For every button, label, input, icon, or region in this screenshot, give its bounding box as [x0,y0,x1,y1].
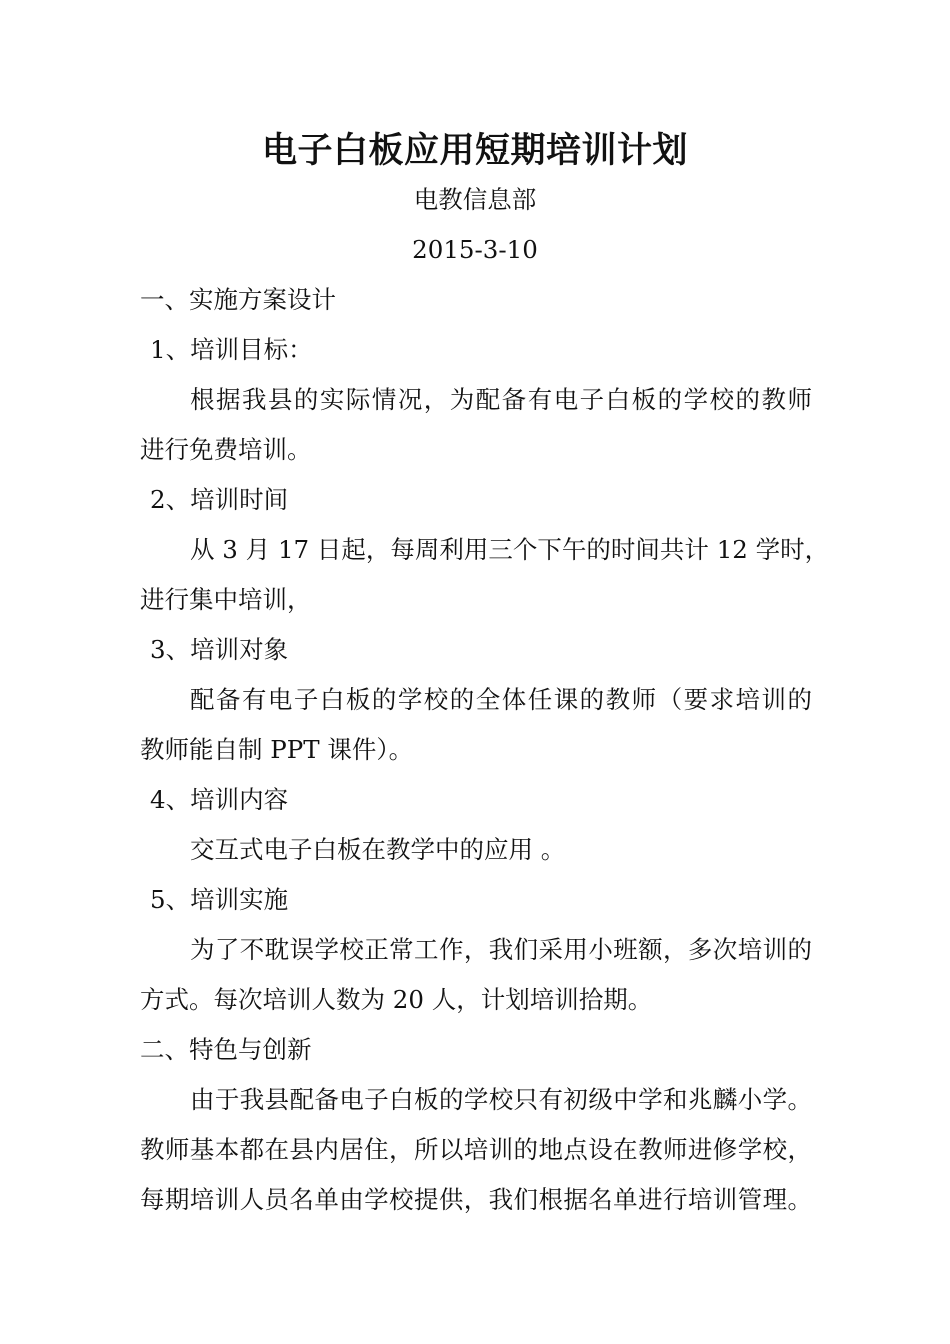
subsection-1-5-heading: 5、培训实施 [150,885,289,914]
paragraph-line: 进行集中培训， [140,585,312,614]
document-date: 2015-3-10 [412,235,538,264]
paragraph-line: 教师能自制 PPT 课件）。 [140,735,414,764]
department-name: 电教信息部 [413,185,537,214]
paragraph-line: 方式。每次培训人数为 20 人，计划培训拾期。 [140,985,653,1014]
paragraph-line: 从 3 月 17 日起，每周利用三个下午的时间共计 12 学时， [190,535,830,564]
subsection-1-4-heading: 4、培训内容 [150,785,289,814]
subsection-1-3-heading: 3、培训对象 [150,635,289,664]
paragraph-line: 配备有电子白板的学校的全体任课的教师（要求培训的 [190,685,812,714]
paragraph-line: 根据我县的实际情况，为配备有电子白板的学校的教师 [190,385,812,414]
subsection-1-2-heading: 2、培训时间 [150,485,289,514]
section-2-heading: 二、特色与创新 [140,1035,312,1064]
paragraph-line: 教师基本都在县内居住，所以培训的地点设在教师进修学校， [140,1135,812,1164]
section-1-heading: 一、实施方案设计 [140,285,336,314]
subsection-1-1-heading: 1、培训目标： [150,335,313,364]
paragraph-line: 每期培训人员名单由学校提供，我们根据名单进行培训管理。 [140,1185,812,1214]
paragraph-line: 为了不耽误学校正常工作，我们采用小班额，多次培训的 [190,935,812,964]
paragraph-line: 进行免费培训。 [140,435,312,464]
paragraph-line: 交互式电子白板在教学中的应用 。 [190,835,566,864]
document-title: 电子白板应用短期培训计划 [261,130,688,171]
paragraph-line: 由于我县配备电子白板的学校只有初级中学和兆麟小学。 [190,1085,812,1114]
